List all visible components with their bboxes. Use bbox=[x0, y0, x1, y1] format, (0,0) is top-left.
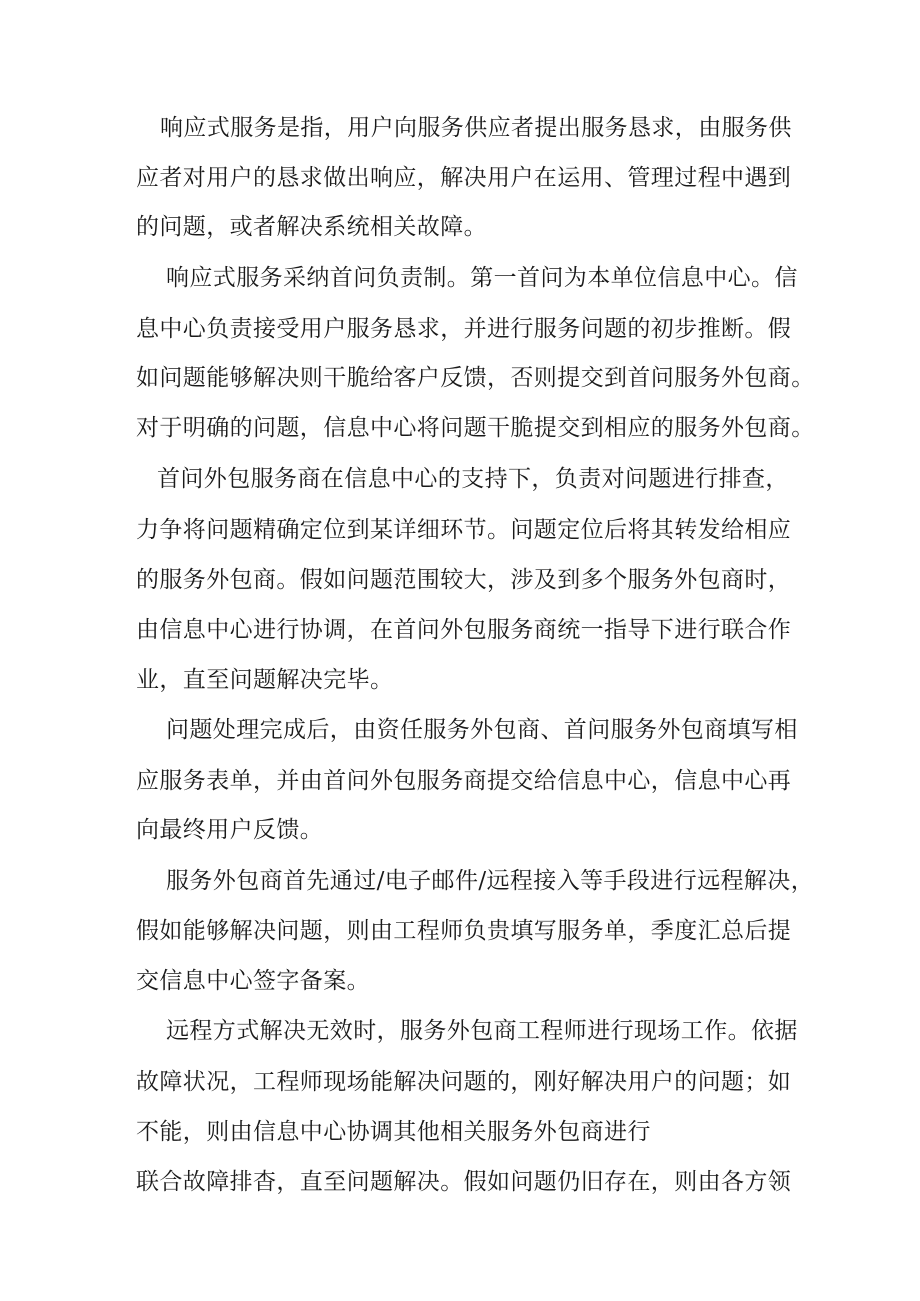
paragraph-6-line-3: 不能，则由信息中心协调其他相关服务外包商进行 bbox=[136, 1119, 651, 1145]
paragraph-5-line-3: 交信息中心签字备案。 bbox=[136, 968, 370, 994]
paragraph-2-line-3: 如问题能够解决则干脆给客户反馈，否则提交到首问服务外包商。 bbox=[136, 365, 815, 391]
paragraph-2-line-2: 息中心负责接受用户服务恳求，并进行服务问题的初步推断。假 bbox=[136, 316, 792, 342]
paragraph-3-line-2: 力争将问题精确定位到某详细环节。问题定位后将其转发给相应 bbox=[136, 517, 792, 543]
paragraph-5-line-1: 服务外包商首先通过/电子邮件/远程接入等手段进行远程解决， bbox=[166, 868, 815, 894]
paragraph-3-line-4: 由信息中心进行协调，在首问外包服务商统一指导下进行联合作 bbox=[136, 617, 792, 643]
paragraph-3-line-1: 首问外包服务商在信息中心的支持下，负责对问题进行排查， bbox=[157, 466, 789, 492]
paragraph-1-line-3: 的问题，或者解决系统相关故障。 bbox=[136, 214, 487, 240]
paragraph-4-line-3: 向最终用户反馈。 bbox=[136, 817, 324, 843]
paragraph-3-line-5: 业，直至问题解决完毕。 bbox=[136, 667, 394, 693]
paragraph-1-line-1: 响应式服务是指，用户向服务供应者提出服务恳求，由服务供 bbox=[160, 115, 792, 141]
paragraph-3-line-3: 的服务外包商。假如问题范围较大，涉及到多个服务外包商时， bbox=[136, 567, 792, 593]
paragraph-2-line-1: 响应式服务采纳首问负责制。第一首问为本单位信息中心。信 bbox=[166, 265, 798, 291]
paragraph-5-line-2: 假如能够解决问题，则由工程师负贵填写服务单，季度汇总后提 bbox=[136, 918, 792, 944]
paragraph-2-line-4: 对于明确的问题，信息中心将问题干脆提交到相应的服务外包商。 bbox=[136, 415, 815, 441]
paragraph-1-line-2: 应者对用户的恳求做出响应，解决用户在运用、管理过程中遇到 bbox=[136, 165, 792, 191]
paragraph-4-line-2: 应服务表单，并由首问外包服务商提交给信息中心，信息中心再 bbox=[136, 768, 792, 794]
paragraph-6-line-1: 远程方式解决无效时，服务外包商工程师进行现场工作。依据 bbox=[166, 1018, 798, 1044]
paragraph-6-line-4: 联合故障排杳，直至问题解决。假如问题仍旧存在，则由各方领 bbox=[136, 1169, 792, 1195]
paragraph-4-line-1: 问题处理完成后，由资任服务外包商、首问服务外包商填写相 bbox=[166, 717, 798, 743]
paragraph-6-line-2: 故障状况，工程师现场能解决问题的，刚好解决用户的问题；如 bbox=[136, 1069, 792, 1095]
